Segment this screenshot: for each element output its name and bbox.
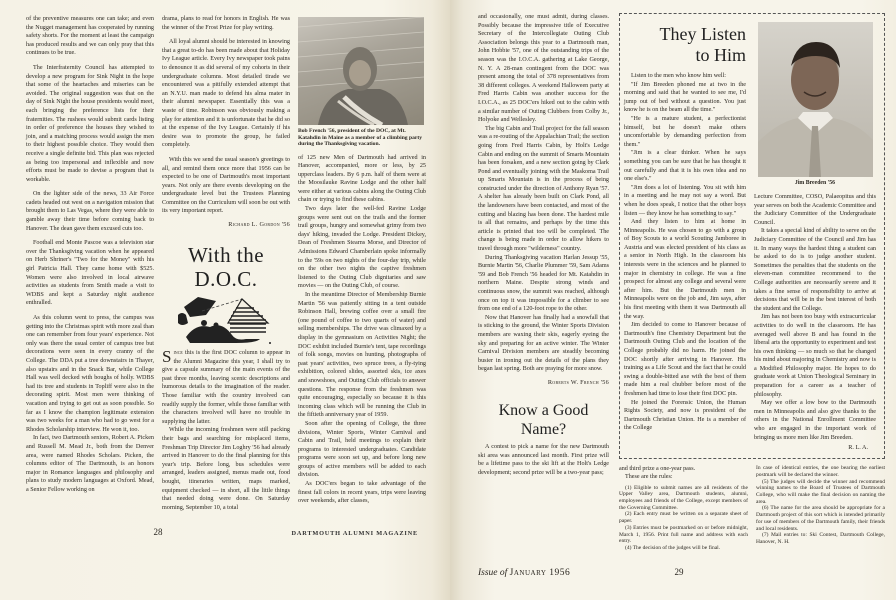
section-heading-doc: With the D.O.C.	[187, 243, 265, 292]
paragraph: In the meantime Director of Membership Burnie Martin '56 was patiently sitting in a tent outside Robinson Hall, brewing coffee over a small fire (one pound of coffee to two quarts of water) and selling memberships. The drive was climaxed by a display in the gymnasium on Activities Night; the DOC exhibit included Burnie's tent, tape recordings of folk songs, movies on hunting, photographs of past years' activities, two spruce trees, a fly-tying exhibition, colored slides, assorted skis, ice axes and snowshoes, and Outing Club officials to answer questions. The response from the freshmen was quite encouraging, especially so because it is this incoming class which will be running the Club in the fiftieth anniversary year of 1959.	[298, 292, 426, 419]
paragraph: With this we send the usual season's greetings to all, and remind them once more that 1956 can be expected to be one of Dartmouth's most important years. Not only are there events developing on the undergraduate level but the Trustees Planning Committee on the Curriculum will soon be out with its very important report.	[162, 156, 290, 215]
author-signature: Richard L. Gordon '56	[228, 221, 290, 229]
page-number-slot	[26, 522, 290, 540]
quote: "He is a mature student, a perfectionist himself, but he doesn't make others uncomfortable by demanding perfection from them."	[624, 115, 746, 148]
paragraph: and occasionally, one must admit, during classes. Possibly because the impressive title of Executive Secretary of the Intercollegiate Outing Club Association belongs this year to a Dartmouth man, John Hobbie '57, one of the outstanding trips of the season was the I.O.C.A. gathering at Lake George, N. Y. A 28-man contingent from the DOC was present among the total of 378 representatives from 38 different colleges. A weekend Halloween party at Fred Harris Cabin was another success for the I.O.C.A., as 25 DOC'ers hiked out to the cabin with a similar number of Outing Clubbers from Colby Jr., Holyoke and Wellesley.	[478, 14, 609, 124]
left-page-footer	[26, 522, 436, 540]
column-doc-continued	[298, 15, 426, 506]
paragraph: Two days later the well-fed Ravine Lodge groups were sent out on the trails and the former trail groups, hungry and somewhat grimy from two days' hiking, invaded the Lodge. President Dickey, Dean of Freshmen Stearns Morse, and Director of Admissions Edward Chamberlain spoke informally to the '59s on two nights of the four-day trip, while on the other two nights the captive freshmen listened to the Outing Club dignitaries and saw movies — on the Outing Club, of course.	[298, 206, 426, 290]
right-page-footer	[478, 562, 886, 580]
paragraph: Jim has not been too busy with extracurricular activities to do well in the classroom. He has averaged well above B and has found in the liberal arts the opportunity to experiment and test his own thinking — so much so that he changed his mind about majoring in Chemistry and now is a Modified Philosophy major. He hopes to do graduate work at Union Theological Seminary in preparation for a career as a teacher of philosophy.	[754, 314, 876, 398]
column-undergrad-2	[162, 15, 290, 512]
mountaineer-photo-icon	[298, 17, 424, 125]
issue-date-footer	[478, 567, 609, 579]
small-caps-opening: ince	[173, 350, 183, 357]
paragraph: Soon after the opening of College, the three divisions, Winter Sports, Winter Carnival and Cabin and Trail, held meetings to explain their programs to interested undergraduates. Candidate programs were soon set up, and before long new groups of active members will be added to each division.	[298, 420, 426, 479]
paragraph: And they listen to him at home in Minneapolis. He was chosen to go with a group of Boy Scouts to a world Scouting Jamboree in Austria and was elected president of his class as a senior in North High. In the classroom his interests were in the sciences and he planned to major in chemistry in college. He was a fine prospect for almost any college and several were after him. But the Dartmouth men in Minneapolis were on the job and, Jim says, after his first meeting with them it was Dartmouth all the way.	[624, 219, 746, 320]
profile-heading-line-2: to Him	[695, 45, 746, 65]
column-undergrad-1	[26, 15, 154, 494]
paragraph: Jim decided to come to Hanover because of Dartmouth's fine Chemistry Department but the Dartmouth Outing Club and the location of the College probably did no harm. He joined the DOC shortly after arriving in Hanover. His training as a Life Scout and the fact that he could swing a double-bitted axe with the best of them made him a real chubber before most of the freshmen had time to lose their first DOC pin.	[624, 322, 746, 397]
page-number-slot	[609, 562, 749, 580]
profile-column-1	[624, 22, 746, 433]
right-page-columns	[478, 13, 886, 552]
contest-rules-1	[619, 465, 748, 551]
paragraph: All loyal alumni should be interested in knowing that a great to-do has been made about that Holiday Ivy League article. Every Ivy newspaper took pains to denounce it as did several of my cohorts in their undergraduate columns. Most detailed tirade we encountered was a pitifully extended attempt that an N.Y.U. man made to defend his alma mater in their alumni newspaper. Essentially this was a waste of time. Robinson was obviously making a play for attention and it is unfortunate that he did so at the expense of the Ivy League. Certainly if his desire was to promote the group, he failed completely.	[162, 39, 290, 149]
quote: "Jim does a lot of listening. You sit with him in a meeting and he may not say a word. But when he does speak, I notice that the other boys listen — they know he has something to say."	[624, 184, 746, 217]
paragraph: Lecture Committee, COSO, Palaeopitus and this year serves on both the Academic Committee and the Judiciary Committee of the Undergraduate Council.	[754, 194, 876, 226]
paragraph: Now that Hanover has finally had a snowfall that is sticking to the ground, the Winter Sports Division members are waxing their skis, eagerly eyeing the sky and preparing for an active winter. The Winter Carnival Division members are steadily becoming busier in ironing out the details of the plans they began last spring. Both are praying for more snow.	[478, 314, 609, 373]
paragraph-body: this is the first DOC column to appear in the Alumni Magazine this year, I shall try to give a capsule summary of the main events of the past three months, leaving scenic descriptions and humorous details to the imagination of the reader. Those familiar with the country involved can readily supply the former, while those familiar with the characters involved will have no trouble in supplying the latter.	[162, 350, 290, 425]
contest-intro	[478, 443, 609, 477]
paragraph: In fact, two Dartmouth seniors, Robert A. Picken and Russell M. Mead Jr., both from the Denver area, were named Rhodes Scholars. Picken, the columns editor of The Dartmouth, is an honors major in Romance languages and philosophy and plans to study modern languages at Oxford. Mead, a Senior Fellow working on	[26, 435, 154, 493]
paragraph: During Thanksgiving vacation Harlan Jessup '55, Burnie Martin '56, Charlie Plummer '59, Sam Adams '59 and Bob French '56 headed for Mt. Katahdin in northern Maine. Despite strong winds and continuous snow, the summit was reached, although once on top it was impossible for a climber to see from one end of a 120-foot rope to the other.	[478, 254, 609, 313]
paragraph: As DOC'ers began to take advantage of the finest fall colors in recent years, trips were leaving over weekends, after classes,	[298, 481, 426, 505]
column-doc-conclusion	[478, 13, 609, 387]
quote: "If Jim Breeden phoned me at two in the morning and said that he wanted to see me, I'd jump out of bed without a question. You just know he is on the beam all the time."	[624, 81, 746, 114]
profile-heading-line-1: They Listen	[659, 24, 746, 44]
quote: "Jim is a clear thinker. When he says something you can be sure that he has thought it out carefully and that it is his own idea and no one else's."	[624, 150, 746, 183]
rule-item: (5) The judges will decide the winner and recommend winning names to the Board of Trustees of Dartmouth College, who will make the final decision on naming the area.	[756, 478, 885, 505]
rule-item: (6) The name for the area should be appropriate for a Dartmouth project of this sort which is intended primarily for use of members of the Dartmouth family, their friends and local residents.	[756, 505, 885, 532]
right-page-left-column	[478, 13, 609, 477]
right-page	[450, 0, 896, 600]
issue-slot	[478, 567, 609, 579]
profile-heading	[624, 24, 746, 66]
rule-item: (2) Each entry must be written on a separate sheet of paper.	[619, 511, 748, 525]
portrait-caption: Jim Breeden '56	[794, 180, 836, 186]
paragraph: of 125 new Men of Dartmouth had arrived in Hanover, accompanied, more or less, by 25 upperclass leaders. By 6 p.m. half of them were at the Moosilauke Ravine Lodge and the other half were either at various cabins along the Outing Club chain or trying to find these cabins.	[298, 154, 426, 204]
paragraph: drama, plans to read for honors in English. He was the winner of the Frost Prize for play writing.	[162, 16, 290, 31]
paragraph: As this column went to press, the campus was getting into the Christmas spirit with more zeal than one can remember from four years' experience. Not only was there the usual center of campus tree but decorations were seen in every cranny of the College. The DDA put a tree downstairs in Thayer, also upstairs and in the Snack Bar, while College Hall was well decked with boughs of holly. WDBS had its tree and students in Topliff were also in the decorating spirit. Most men were thinking of vacation and trying to get out as soon possible. So far as I know the champion legitimate extension was two weeks for a man who had to go west for a Rhodes Scholarship interview. He won it, too.	[26, 315, 154, 433]
page-number: 28	[153, 527, 163, 538]
drop-cap: S	[162, 347, 172, 367]
photo-caption: Bob French '56, president of the DOC, at Mt. Katahdin in Maine as a member of a climbing party during the Thanksgiving vacation.	[298, 128, 423, 147]
right-page-right-area	[619, 13, 885, 552]
paragraph: While the incoming freshmen were still packing their bags and searching for misplaced items, Freshman Trip Director Jim Loghry '56 had already arrived in Hanover to do the final planning for this year's trip. Before long, bus schedules were arranged, leaders assigned, menus made out, food bought, itineraries written, maps marked, equipment checked — in short, all the little things that needed doing were done. On Saturday morning, September 10, a total	[162, 427, 290, 511]
paragraph: The big Cabin and Trail project for the fall season was a re-routing of the Appalachian Trail; the section going from Fred Harris Cabin, by Holt's Ledge Cabin and ending on the summit of Smarts Mountain has been forsaken, and a new section going by Clark Pond and eventually joining with the Maskoma Trail up Smarts Mountain is in the process of being constructed under the direction of Anthony Ryan '57. A shelter has already been built on Clark Pond, all the landowners have been contacted, and most of the cutting and blazing has been done. The hardest mile is all that remains, and perhaps by the time this article is printed that too will be completed. The change is being made in order to allow hikers to travel through more "wilderness" country.	[478, 125, 609, 253]
paragraph: On the lighter side of the news, 33 Air Force cadets headed out west on a navigation mission that brought them to Las Vegas, where they were able to gamble away their time before coming back to Hanover. The dean gave them excused cuts too.	[26, 191, 154, 232]
profile-column-2	[754, 193, 876, 452]
rule-item: In case of identical entries, the one bearing the earliest postmark will be declared the winner.	[756, 465, 885, 478]
contest-rules-2	[756, 465, 885, 545]
rules-lead: and third prize a one-year pass.	[619, 466, 696, 473]
rule-item: (4) The decision of the judges will be final.	[625, 544, 721, 551]
contest-rules	[619, 465, 885, 551]
issue-month: January 1956	[509, 567, 571, 578]
paragraph: Listen to the men who know him well:	[631, 73, 726, 79]
profile-box	[619, 13, 885, 459]
paragraph: of the preventive measures one can take; and even the Nugget management has cooperated by running safety shorts. For the moment at least the campaign has produced results and we can only pray that this continues to be true.	[26, 16, 154, 57]
profile-column-2-wrap	[754, 22, 876, 452]
profile-signature: R. L. A.	[848, 444, 868, 452]
rule-item: (3) Entries must be postmarked on or before midnight, March 1, 1956. Print full name and address with each entry.	[619, 524, 748, 545]
paragraph: The Interfraternity Council has attempted to develop a new program for Sink Night in the hope that some of the heartaches and miseries can be avoided. The original suggestion was that on the day of Sink Night the house presidents would meet, each bringing the preference lists for their fraternities. The rushees would submit cards listing in order of preference the houses they wished to join, and a matching process would assign the men to their highest possible choice. They would then receive a single definite bid. This plan was rejected as being too impersonal and inflexible and now efforts must be made to devise a program that is workable.	[26, 64, 154, 183]
paragraph: May we offer a low bow to the Dartmouth men in Minneapolis and also give thanks to the others in the National Enrollment Committee who are engaged in the important work of bringing us more men like Jim Breeden.	[754, 400, 876, 441]
paragraph: He joined the Forensic Union, the Human Rights Society, and now is president of the Dartmouth Christian Union. He is a member of the College	[624, 399, 746, 432]
left-page-columns	[26, 15, 436, 512]
author-signature: Roberts W. French '56	[547, 378, 609, 386]
paragraph-opening	[162, 349, 290, 426]
rules-intro: These are the rules:	[625, 474, 673, 481]
cabin-illustration-icon	[176, 293, 276, 345]
paragraph: Football end Monte Pascoe was a television star over the Thanksgiving vacation when he appeared on Herb Shriner's "Two for the Money" with his girl Patricia Hall. They came home with $525. Women were also involved in local airwave activities as students from Smith made a visit to WDBS and kept a Saturday night audience enthralled.	[26, 240, 154, 307]
magazine-running-footer: DARTMOUTH ALUMNI MAGAZINE	[291, 530, 418, 538]
issue-prefix: Issue of	[478, 567, 508, 578]
section-heading-know-a-good-name: Know a Good Name?	[498, 401, 589, 438]
rule-item: (7) Mail entries to: Ski Contest, Dartmouth College, Hanover, N. H.	[756, 532, 885, 545]
paragraph: It takes a special kind of ability to serve on the Judiciary Committee of the Council and Jim has it. In many ways the hardest thing a student can be asked to do is to judge another student. Sometimes the penalties that the students on the eleven-man committee recommend to the College authorities are necessarily severe and it takes a fine sense of responsibility to arrive at decisions that will be in the best interest of both the student and the College.	[754, 228, 876, 312]
magazine-footer-slot	[290, 522, 418, 540]
paragraph: A contest to pick a name for the new Dartmouth ski area was announced last month. First prize will be a lifetime pass to the ski lift at the Holt's Ledge development; second prize will be a two-year pass;	[478, 443, 609, 476]
rule-item: (1) Eligible to submit names are all residents of the Upper Valley area, Dartmouth students, alumni, employees and friends of the College, except members of the Governing Committee.	[619, 484, 748, 511]
portrait-photo-icon	[758, 22, 873, 177]
page-number: 29	[674, 566, 684, 577]
